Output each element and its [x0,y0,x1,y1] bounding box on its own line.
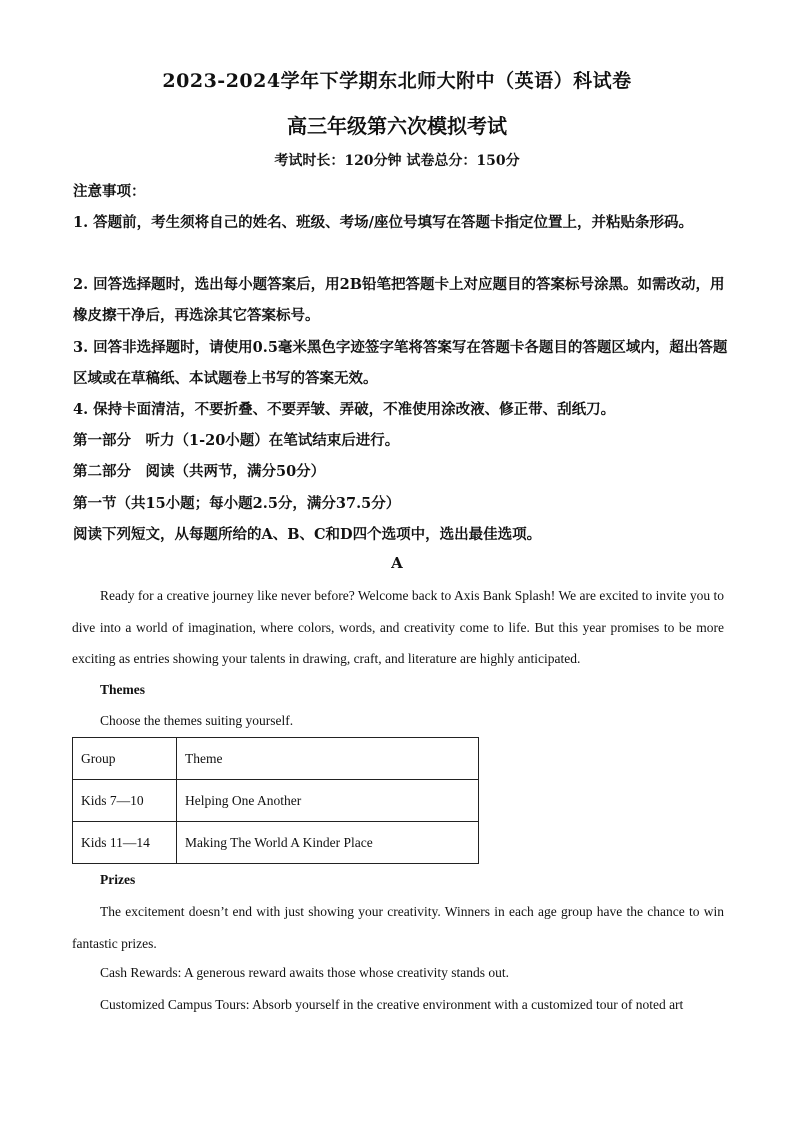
notes-heading: 注意事项： [73,183,146,200]
table-cell-theme: Making The World A Kinder Place [177,822,479,864]
table-header-theme: Theme [177,738,479,780]
part-1-listening: 第一部分 听力（1-20小题）在笔试结束后进行。 [73,432,400,449]
table-row [73,822,479,864]
note-item-4: 4. 保持卡面清洁，不要折叠、不要弄皱、弄破，不准使用涂改液、修正带、刮纸刀。 [73,401,616,418]
exam-subtitle: 高三年级第六次模拟考试 [287,114,507,138]
table-cell-group: Kids 11—14 [73,822,177,864]
table-header-group: Group [73,738,177,780]
table-cell-theme: Helping One Another [177,780,479,822]
themes-table [72,737,479,864]
reading-instruction: 阅读下列短文，从每题所给的A、B、C和D四个选项中，选出最佳选项。 [73,526,542,543]
part-2-reading: 第二部分 阅读（共两节，满分50分） [73,463,326,480]
table-header-row [73,738,479,780]
passage-letter: A [391,554,403,572]
themes-intro: Choose the themes suiting yourself. [100,713,294,728]
campus-tours-line: Customized Campus Tours: Absorb yourself in the creative environment with a customized tour of noted art [100,997,684,1012]
table-cell-group: Kids 7—10 [73,780,177,822]
passage-intro-paragraph [72,580,724,675]
note-item-3: 3. 回答非选择题时，请使用0.5毫米黑色字迹签字笔将答案写在答题卡各题目的答题区域内，超出答题区域或在草稿纸、本试题卷上书写的答案无效。 [73,339,728,387]
themes-heading: Themes [100,682,145,697]
note-item-2: 2. 回答选择题时，选出每小题答案后，用2B铅笔把答题卡上对应题目的答案标号涂黑。如需改动，用橡皮擦干净后，再选涂其它答案标号。 [73,276,725,324]
passage-intro-text: Ready for a creative journey like never before? Welcome back to Axis Bank Splash! We are excited to invite you to dive into a world of imagination, where colors, words, and creativity come to life. But this year promises to be more exciting as entries showing your talents in drawing, craft, and literature are highly anticipated. [72,588,724,666]
note-item-1: 1. 答题前，考生须将自己的姓名、班级、考场/座位号填写在答题卡指定位置上，并粘贴条形码。 [73,214,693,231]
prizes-intro-text: The excitement doesn’t end with just showing your creativity. Winners in each age group have the chance to win fantastic prizes. [72,904,724,951]
section-1-heading: 第一节（共15小题；每小题2.5分，满分37.5分） [73,495,401,512]
table-row [73,780,479,822]
cash-rewards-line: Cash Rewards: A generous reward awaits those whose creativity stands out. [100,965,510,980]
prizes-heading: Prizes [100,872,136,887]
prizes-intro-paragraph [72,896,724,959]
exam-title: 2023-2024学年下学期东北师大附中（英语）科试卷 [162,70,632,92]
exam-info: 考试时长：120分钟 试卷总分：150分 [274,153,520,169]
